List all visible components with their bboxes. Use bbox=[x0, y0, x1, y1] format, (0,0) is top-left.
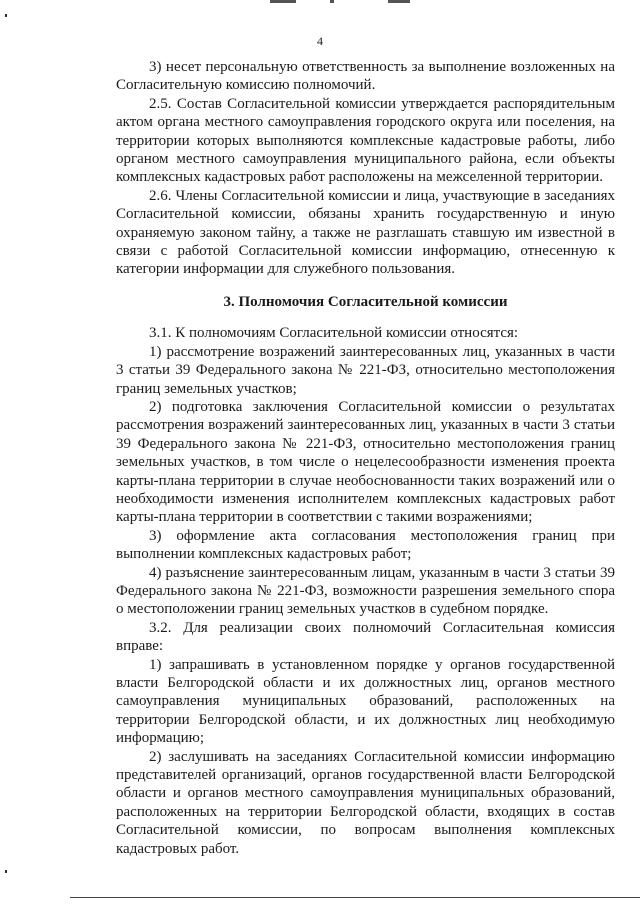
paragraph: 4) разъяснение заинтересованным лицам, указанным в части 3 статьи 39 Федерального закона № 221-ФЗ, возможности разрешения земельного спора о местоположении границ земельных участков в судебном порядке. bbox=[116, 564, 615, 618]
paragraph: 3.2. Для реализации своих полномочий Согласительная комиссия вправе: bbox=[116, 619, 615, 655]
paragraph: 3) оформление акта согласования местоположения границ при выполнении комплексных кадастровых работ; bbox=[116, 527, 615, 563]
paragraph: 3) несет персональную ответственность за выполнение возложенных на Согласительную комиссию полномочий. bbox=[116, 59, 615, 94]
scan-edge-line bbox=[70, 897, 640, 898]
paragraph: 2) заслушивать на заседаниях Согласительной комиссии информацию представителей организаций, органов государственной власти Белгородской области и органов местного самоуправления муниципальных образований, расположенных на территории Белгородской области, входящих в состав Согласительной комиссии, по вопросам выполнения комплексных кадастровых работ. bbox=[116, 748, 615, 857]
section-heading: 3. Полномочия Согласительной комиссии bbox=[223, 293, 508, 310]
document-body bbox=[116, 58, 615, 858]
paragraph: 2) подготовка заключения Согласительной комиссии о результатах рассмотрения возражений заинтересованных лиц, указанных в части 3 статьи 39 Федерального закона № 221-ФЗ, относительно местоположения границ земельных участков, в том числе о нецелесообразности изменения проекта карты-плана территории в случае необоснованности таких возражений или о необходимости изменения исполнителем комплексных кадастровых работ карты-плана территории в соответствии с такими возражениями; bbox=[116, 398, 615, 526]
page-number: 4 bbox=[317, 34, 323, 48]
scan-speck bbox=[5, 14, 7, 17]
paragraph: 2.5. Состав Согласительной комиссии утверждается распорядительным актом органа местного самоуправления городского округа или поселения, на территории которых выполняются комплексные кадастровые работы, либо органом местного самоуправления муниципального района, если объекты комплексных кадастровых работ расположены на межселенной территории. bbox=[116, 95, 615, 186]
paragraph: 1) рассмотрение возражений заинтересованных лиц, указанных в части 3 статьи 39 Федерального закона № 221-ФЗ, относительно местоположения границ земельных участков; bbox=[116, 343, 615, 397]
paragraph: 2.6. Члены Согласительной комиссии и лица, участвующие в заседаниях Согласительной комиссии, обязаны хранить государственную и иную охраняемую законом тайну, а также не разглашать ставшую им известной в связи с работой Согласительной комиссии информацию, отнесенную к категории информации для служебного пользования. bbox=[116, 187, 615, 278]
scan-speck bbox=[5, 870, 7, 873]
paragraph: 1) запрашивать в установленном порядке у органов государственной власти Белгородской области и их должностных лиц, органов местного самоуправления муниципальных образований, расположенных на территории Белгородской области, и их должностных лиц необходимую информацию; bbox=[116, 656, 615, 747]
scan-artifact-top bbox=[270, 0, 410, 3]
paragraph: 3.1. К полномочиям Согласительной комиссии относятся: bbox=[149, 325, 519, 342]
